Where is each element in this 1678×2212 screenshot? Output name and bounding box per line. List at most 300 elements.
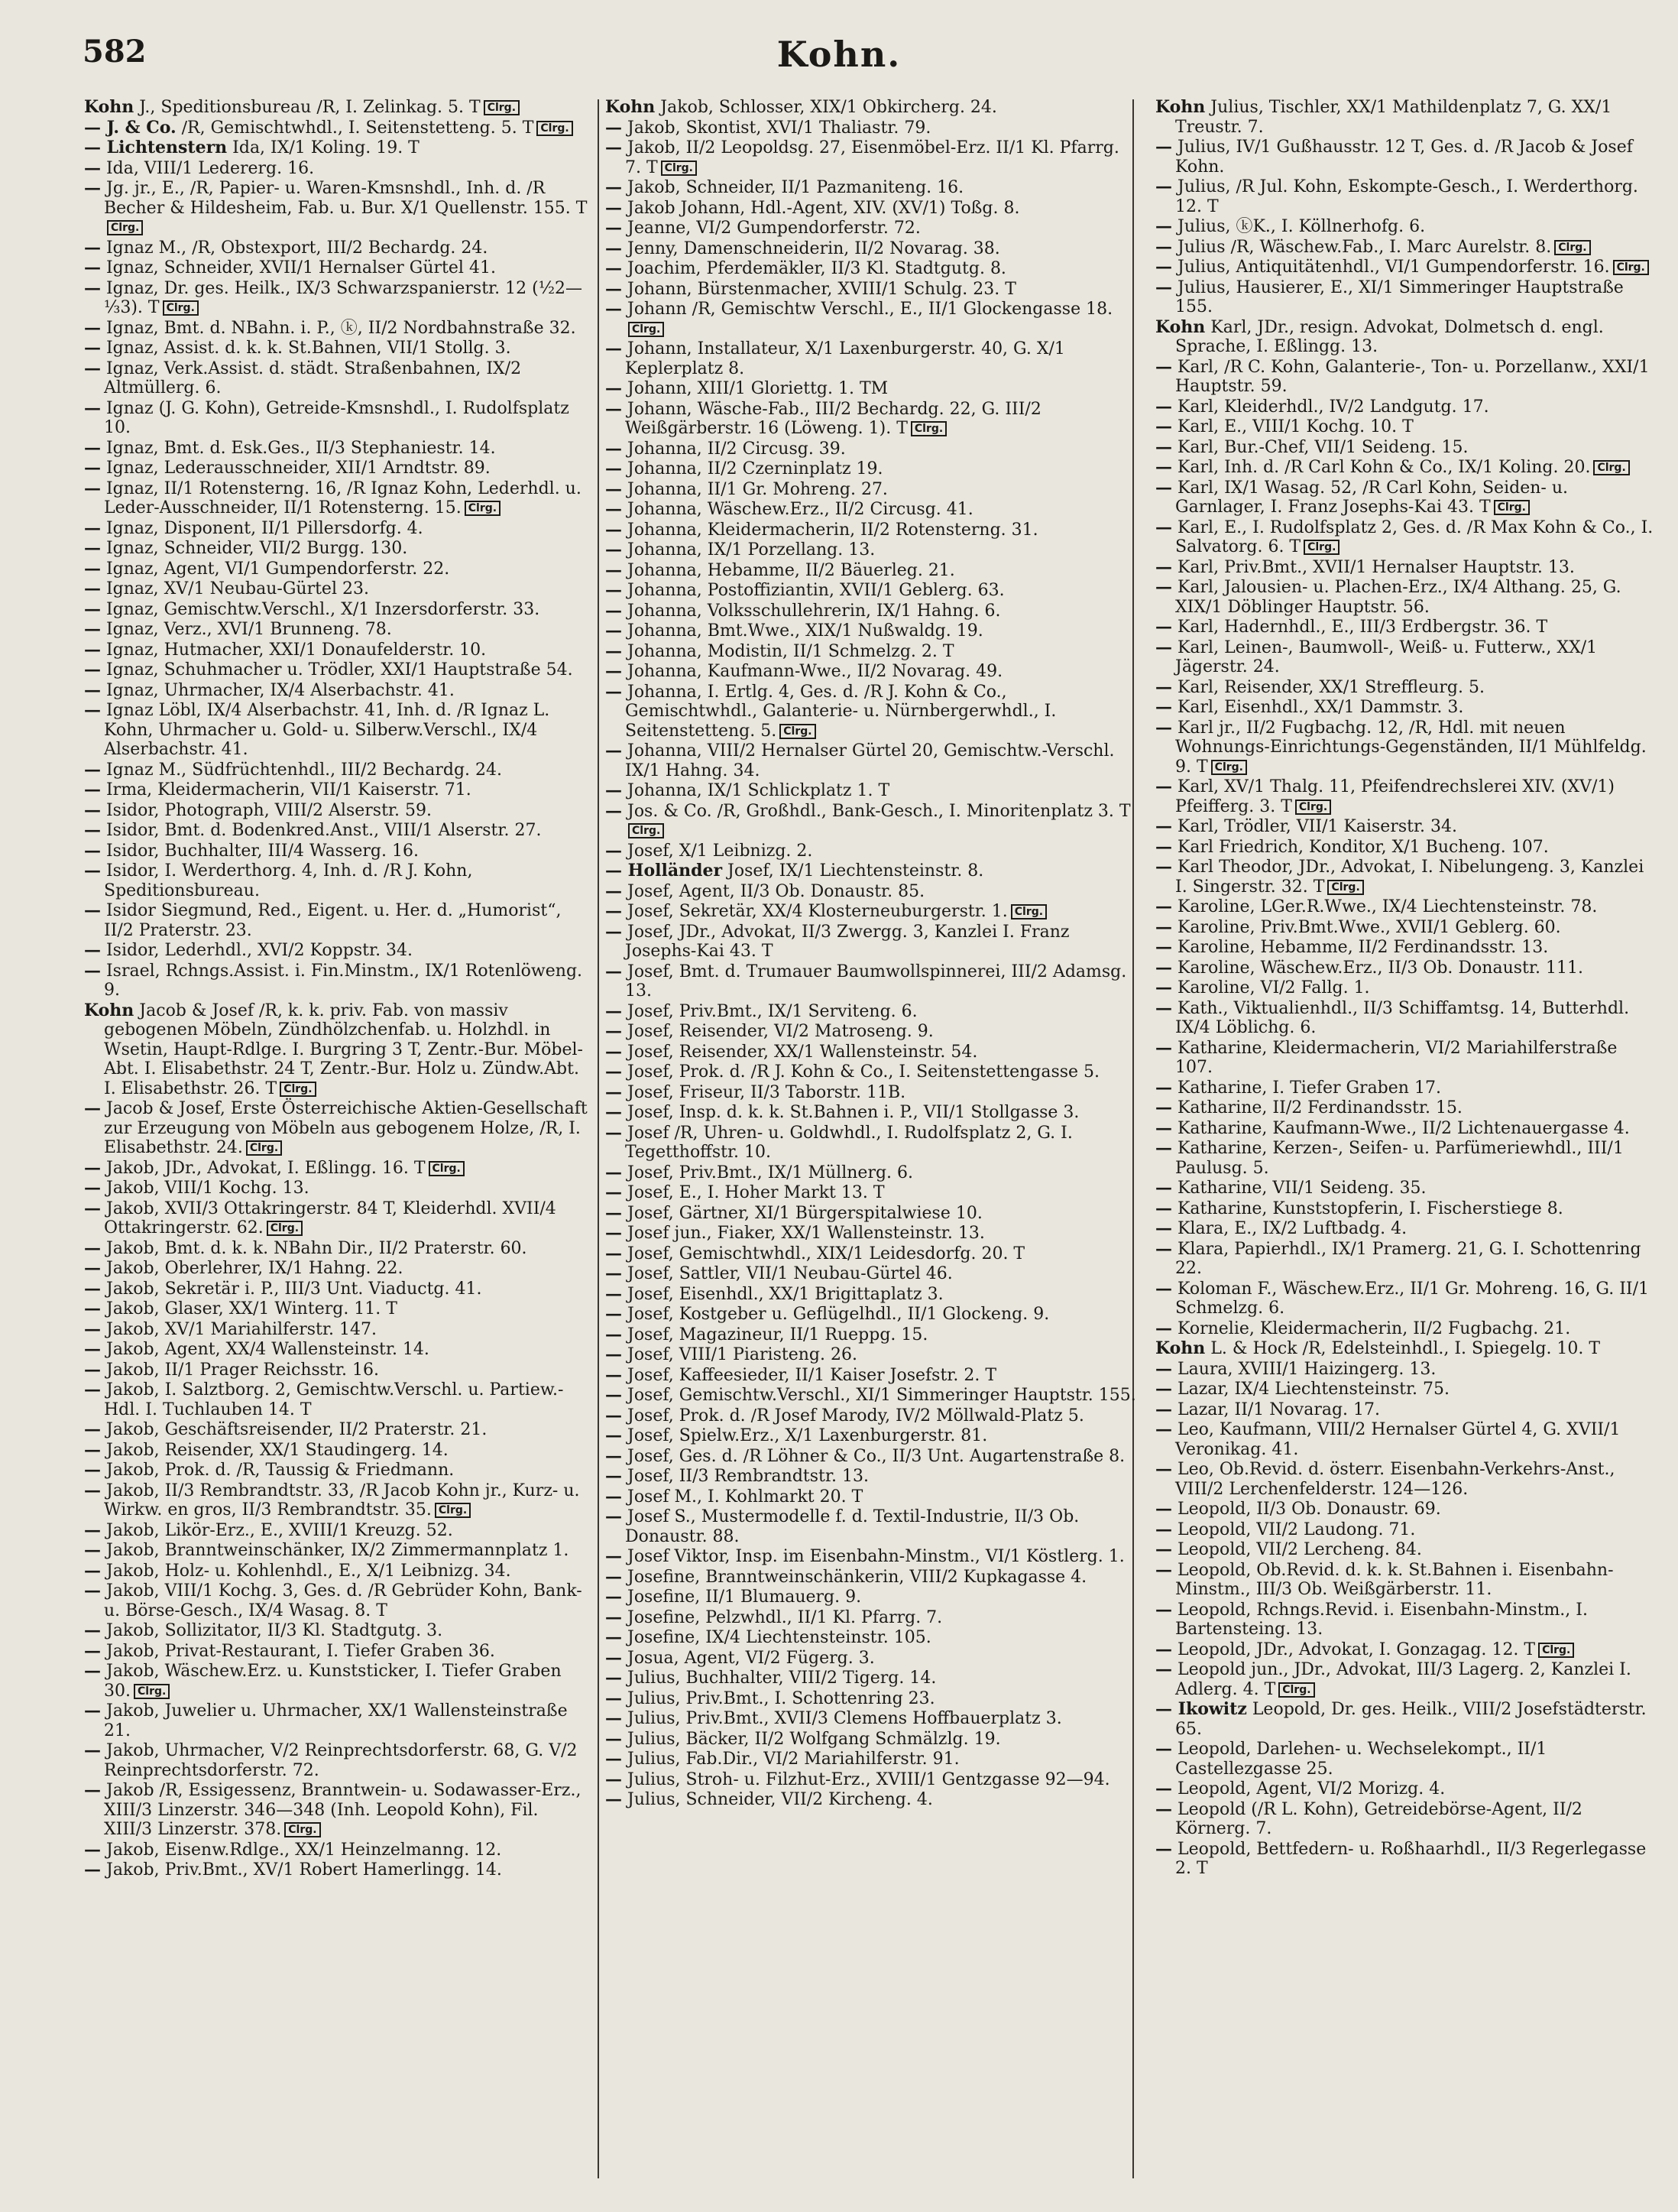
- directory-entry: [605, 621, 1140, 641]
- entry-text: Leopold, JDr., Advokat, I. Gonzagag. 12. T: [1172, 1640, 1536, 1659]
- directory-entry: [1155, 578, 1658, 617]
- directory-entry: [1155, 1280, 1658, 1318]
- directory-entry: [1155, 1078, 1658, 1098]
- entry-surname: —: [1155, 957, 1172, 978]
- directory-entry: [605, 1224, 1140, 1244]
- entry-text: Josef ∕R, Uhren- u. Goldwhdl., I. Rudolfsplatz 2, G. I. Tegetthoffstr. 10.: [622, 1123, 1073, 1162]
- entry-surname: —: [1155, 1539, 1172, 1559]
- entry-text: Julius, Fab.Dir., VI/2 Mariahilferstr. 91.: [622, 1750, 960, 1769]
- entry-surname: —: [84, 1380, 101, 1400]
- entry-text: Julius, Hausierer, E., XI/1 Simmeringer Hauptstraße 155.: [1172, 277, 1624, 316]
- directory-entry: [84, 359, 590, 398]
- entry-text: Karl, Reisender, XX/1 Streffleurg. 5.: [1172, 677, 1485, 697]
- directory-entry: [84, 641, 590, 660]
- entry-surname: —: [84, 1278, 101, 1299]
- directory-entry: [84, 1280, 590, 1299]
- directory-entry: [605, 1568, 1140, 1588]
- entry-text: Lazar, IX/4 Liechtensteinstr. 75.: [1172, 1380, 1450, 1399]
- entry-surname: —: [605, 1243, 622, 1263]
- entry-surname: —: [84, 1860, 101, 1880]
- directory-entry: [605, 1467, 1140, 1487]
- entry-text: Josef, Agent, II/3 Ob. Donaustr. 85.: [622, 881, 925, 901]
- directory-entry: [605, 1406, 1140, 1426]
- entry-surname: —: [84, 338, 101, 358]
- directory-entry: [84, 1099, 590, 1158]
- clearing-badge: Clrg.: [1211, 760, 1247, 775]
- entry-text: Jakob, Juwelier u. Uhrmacher, XX/1 Wallensteinstraße 21.: [101, 1701, 568, 1740]
- entry-text: Johann, Bürstenmacher, XVIII/1 Schulg. 23. T: [622, 279, 1016, 299]
- directory-entry: [605, 400, 1140, 439]
- directory-entry: [84, 459, 590, 478]
- directory-entry: [84, 138, 590, 158]
- entry-text: Jg. jr., E., ∕R, Papier- u. Waren-Kmsnshdl., Inh. d. ∕R Becher & Hildesheim, Fab. u. Bur. X/1 Quellenstr. 155. T: [101, 179, 588, 218]
- entry-text: Leopold, Darlehen- u. Wechselekompt., II/1 Castellezgasse 25.: [1172, 1740, 1547, 1779]
- entry-surname: —: [605, 1344, 622, 1364]
- entry-surname: —: [84, 1318, 101, 1339]
- entry-surname: —: [605, 1445, 622, 1466]
- directory-entry: [84, 1299, 590, 1319]
- directory-entry: [605, 1770, 1140, 1790]
- entry-text: Katharine, Kerzen-, Seifen- u. Parfümeriewhdl., III/1 Paulusg. 5.: [1172, 1139, 1624, 1178]
- directory-entry: [84, 1179, 590, 1198]
- entry-text: Karl, Trödler, VII/1 Kaiserstr. 34.: [1172, 817, 1458, 836]
- entry-text: Jakob, Agent, XX/4 Wallensteinstr. 14.: [101, 1340, 429, 1359]
- entry-text: Josef, Gemischtwhdl., XIX/1 Leidesdorfg. 20. T: [622, 1244, 1025, 1263]
- entry-surname: —: [1155, 1098, 1172, 1117]
- directory-entry: [605, 439, 1140, 459]
- entry-surname: —: [605, 1749, 622, 1769]
- entry-text: Josef jun., Fiaker, XX/1 Wallensteinstr. 13.: [622, 1224, 985, 1243]
- directory-entry: [605, 1083, 1140, 1103]
- entry-surname: —: [84, 517, 101, 538]
- entry-surname: —: [84, 598, 101, 619]
- directory-entry: [84, 579, 590, 599]
- clearing-badge: Clrg.: [1278, 1682, 1314, 1698]
- entry-surname: —: [605, 1507, 622, 1526]
- entry-text: Leopold (∕R L. Kohn), Getreidebörse-Agent, II/2 Körnerg. 7.: [1172, 1799, 1582, 1838]
- entry-text: Jakob, Bmt. d. k. k. NBahn Dir., II/2 Praterstr. 60.: [101, 1238, 527, 1258]
- entry-text: Karl, XV/1 Thalg. 11, Pfeifendrechslerei XIV. (XV/1) Pfeifferg. 3. T: [1172, 777, 1615, 816]
- clearing-badge: Clrg.: [536, 121, 572, 136]
- entry-surname: —: [1155, 1358, 1172, 1379]
- entry-surname: —: [84, 317, 101, 338]
- directory-entry: [605, 1588, 1140, 1607]
- directory-entry: [605, 1730, 1140, 1750]
- entry-text: Karoline, VI/2 Fallg. 1.: [1172, 978, 1370, 997]
- directory-entry: [1155, 417, 1658, 437]
- entry-surname: —: [1155, 717, 1172, 738]
- entry-text: Karoline, Priv.Bmt.Wwe., XVII/1 Geblerg. 60.: [1172, 917, 1561, 937]
- directory-entry: [1155, 1740, 1658, 1779]
- directory-entry: [84, 600, 590, 620]
- entry-text: Lazar, II/1 Novarag. 17.: [1172, 1400, 1381, 1419]
- clearing-badge: Clrg.: [267, 1221, 303, 1236]
- entry-surname: —: [605, 1263, 622, 1283]
- directory-entry: [1155, 458, 1658, 478]
- entry-text: Josef, Sekretär, XX/4 Klosterneuburgerstr. 1.: [622, 902, 1008, 921]
- directory-entry: [605, 1628, 1140, 1648]
- directory-entry: [84, 159, 590, 179]
- directory-entry: [84, 258, 590, 278]
- directory-entry: [1155, 1460, 1658, 1499]
- directory-entry: [605, 1043, 1140, 1062]
- entry-text: Jakob, Sekretär i. P., III/3 Unt. Viaductg. 41.: [101, 1279, 482, 1299]
- entry-surname: —: [84, 900, 101, 920]
- directory-entry: [605, 540, 1140, 560]
- directory-entry: [84, 1320, 590, 1340]
- directory-entry: [1155, 1520, 1658, 1540]
- directory-entry: [84, 1781, 590, 1840]
- entry-surname: —: [605, 478, 622, 499]
- entry-text: Irma, Kleidermacherin, VII/1 Kaiserstr. 71.: [101, 780, 471, 799]
- directory-entry: [84, 1239, 590, 1259]
- entry-surname: —: [1155, 637, 1172, 657]
- entry-surname: Kohn: [84, 98, 134, 117]
- entry-text: Leopold, Agent, VI/2 Morizg. 4.: [1172, 1779, 1446, 1798]
- entry-text: Josef, Bmt. d. Trumauer Baumwollspinnerei, III/2 Adamsg. 13.: [622, 962, 1127, 1001]
- directory-entry: [1155, 777, 1658, 816]
- directory-entry: [605, 1608, 1140, 1628]
- entry-surname: —: [605, 621, 622, 641]
- entry-surname: —: [84, 1439, 101, 1460]
- clearing-badge: Clrg.: [628, 322, 664, 337]
- entry-text: Ignaz, Assist. d. k. k. St.Bahnen, VII/1 Stollg. 3.: [101, 339, 511, 358]
- directory-entry: [1155, 698, 1658, 718]
- entry-text: Josef M., I. Kohlmarkt 20. T: [622, 1487, 863, 1507]
- entry-text: Josef, E., I. Hoher Markt 13. T: [622, 1183, 885, 1202]
- entry-surname: —: [605, 1789, 622, 1809]
- entry-text: Johanna, IX/1 Schlickplatz 1. T: [622, 781, 890, 800]
- directory-entry: [605, 1709, 1140, 1729]
- entry-text: Katharine, I. Tiefer Graben 17.: [1172, 1078, 1441, 1098]
- entry-text: Jakob, Skontist, XVI/1 Thaliastr. 79.: [622, 118, 931, 138]
- entry-text: Jakob, Eisenw.Rdlge., XX/1 Heinzelmanng. 12.: [101, 1840, 502, 1860]
- entry-text: Ignaz, Schneider, VII/2 Burgg. 130.: [101, 539, 408, 558]
- directory-entry: [605, 1366, 1140, 1386]
- entry-surname: —: [605, 901, 622, 921]
- entry-surname: —: [605, 1021, 622, 1041]
- clearing-badge: Clrg.: [284, 1822, 320, 1837]
- entry-surname: —: [605, 1688, 622, 1708]
- directory-entry: [605, 1204, 1140, 1224]
- entry-surname: —: [605, 1082, 622, 1102]
- directory-entry: [84, 801, 590, 821]
- directory-columns: [84, 98, 1658, 2177]
- directory-entry: [84, 1159, 590, 1179]
- entry-text: Josef S., Mustermodelle f. d. Textil-Industrie, II/3 Ob. Donaustr. 88.: [622, 1507, 1080, 1546]
- entry-text: Ignaz (J. G. Kohn), Getreide-Kmsnshdl., I. Rudolfsplatz 10.: [101, 398, 569, 437]
- directory-entry: [84, 339, 590, 358]
- entry-text: Josef, JDr., Advokat, II/3 Zwergg. 3, Kanzlei I. Franz Josephs-Kai 43. T: [622, 922, 1070, 961]
- entry-text: Ignaz, Verz., XVI/1 Brunneng. 78.: [101, 620, 392, 639]
- entry-text: Jakob, I. Salztborg. 2, Gemischtw.Verschl. u. Partiew.-Hdl. I. Tuchlauben 14. T: [101, 1380, 564, 1419]
- entry-surname: —: [605, 197, 622, 218]
- page-number: 582: [83, 34, 147, 70]
- directory-entry: [605, 561, 1140, 581]
- entry-surname: —: [84, 178, 101, 198]
- directory-entry: [84, 821, 590, 841]
- directory-entry: [84, 1461, 590, 1481]
- directory-entry: [605, 1507, 1140, 1546]
- entry-surname: —: [605, 641, 622, 661]
- entry-text: Josef, Kaffeesieder, II/1 Kaiser Josefstr. 2. T: [622, 1365, 997, 1385]
- entry-surname: —: [605, 1283, 622, 1304]
- directory-entry: [84, 780, 590, 800]
- entry-surname: —: [605, 1466, 622, 1486]
- entry-text: Ignaz M., Südfrüchtenhdl., III/2 Bechardg. 24.: [101, 760, 503, 780]
- directory-entry: [605, 1325, 1140, 1345]
- entry-surname: —: [1155, 177, 1172, 196]
- clearing-badge: Clrg.: [134, 1684, 170, 1699]
- entry-surname: —: [605, 1062, 622, 1082]
- entry-text: Karl, Jalousien- u. Plachen-Erz., IX/4 Althang. 25, G. XIX/1 Döblinger Hauptstr. 56.: [1172, 578, 1621, 617]
- directory-entry: [84, 1521, 590, 1541]
- entry-surname: —: [1155, 417, 1172, 436]
- entry-text: Johann, XIII/1 Gloriettg. 1. TM: [622, 379, 889, 398]
- entry-surname: —: [84, 397, 101, 418]
- entry-surname: —: [1155, 1519, 1172, 1539]
- directory-entry: [605, 923, 1140, 962]
- directory-entry: [84, 1361, 590, 1380]
- entry-text: Johann, Wäsche-Fab., III/2 Bechardg. 22, G. III/2 Weißgärberstr. 16 (Löweng. 1). T: [622, 399, 1041, 438]
- entry-text: Karl, ∕R C. Kohn, Galanterie-, Ton- u. Porzellanw., XXI/1 Hauptstr. 59.: [1172, 357, 1650, 396]
- entry-text: Josef, Spielw.Erz., X/1 Laxenburgerstr. 81.: [622, 1426, 988, 1445]
- entry-surname: —: [84, 1419, 101, 1439]
- entry-text: Ignaz, Dr. ges. Heilk., IX/3 Schwarzspanierstr. 12 (½2—⅓3). T: [101, 278, 583, 317]
- entry-surname: —: [1155, 1117, 1172, 1138]
- entry-text: Ignaz, Bmt. d. NBahn. i. P., ⓚ, II/2 Nordbahnstraße 32.: [101, 318, 576, 338]
- entry-surname: —: [84, 1661, 101, 1681]
- directory-entry: [605, 1649, 1140, 1669]
- entry-surname: —: [1155, 1037, 1172, 1058]
- entry-surname: —: [1155, 1077, 1172, 1098]
- directory-entry: [1155, 1199, 1658, 1219]
- directory-entry: [1155, 1119, 1658, 1139]
- entry-text: Jenny, Damenschneiderin, II/2 Novarag. 38.: [622, 238, 1000, 258]
- entry-text: Josef, VIII/1 Piaristeng. 26.: [622, 1345, 857, 1364]
- directory-entry: [84, 901, 590, 940]
- clearing-badge: Clrg.: [911, 421, 947, 436]
- entry-text: Josef, Prok. d. ∕R J. Kohn & Co., I. Seitenstettengasse 5.: [622, 1062, 1100, 1082]
- entry-surname: —: [84, 1339, 101, 1359]
- page-heading: Kohn.: [776, 34, 902, 75]
- directory-entry: [1155, 838, 1658, 858]
- directory-entry: [605, 842, 1140, 861]
- entry-text: Ignaz M., ∕R, Obstexport, III/2 Bechardg. 24.: [101, 238, 488, 258]
- entry-surname: —: [84, 639, 101, 660]
- entry-surname: —: [1155, 897, 1172, 916]
- entry-surname: —: [605, 438, 622, 459]
- entry-surname: —: [1155, 836, 1172, 857]
- directory-entry: [605, 1547, 1140, 1567]
- entry-surname: —: [1155, 1278, 1172, 1299]
- entry-surname: —: [1155, 356, 1172, 377]
- entry-surname: — Ikowitz: [1155, 1699, 1247, 1719]
- entry-text: Johanna, IX/1 Porzellang. 13.: [622, 540, 876, 559]
- entry-surname: —: [84, 1701, 101, 1721]
- entry-text: Julius, Tischler, XX/1 Mathildenplatz 7, G. XX/1 Treustr. 7.: [1175, 98, 1612, 137]
- entry-text: Ida, IX/1 Koling. 19. T: [227, 138, 420, 157]
- entry-text: Karl, Leinen-, Baumwoll-, Weiß- u. Futterw., XX/1 Jägerstr. 24.: [1172, 637, 1598, 676]
- entry-surname: —: [84, 1520, 101, 1540]
- entry-text: Jakob, Reisender, XX/1 Staudingerg. 14.: [101, 1440, 449, 1460]
- directory-entry: [605, 962, 1140, 1001]
- entry-surname: —: [605, 1304, 622, 1324]
- directory-entry: [84, 842, 590, 861]
- entry-surname: —: [1155, 137, 1172, 157]
- directory-entry: [605, 1426, 1140, 1446]
- entry-text: Leopold, II/3 Ob. Donaustr. 69.: [1172, 1500, 1441, 1519]
- directory-entry: [84, 1701, 590, 1740]
- directory-entry: [84, 1642, 590, 1662]
- directory-entry: [605, 1669, 1140, 1688]
- entry-text: Josef, Magazineur, II/1 Rueppg. 15.: [622, 1325, 928, 1344]
- directory-entry: [605, 882, 1140, 902]
- directory-column-2: [605, 98, 1140, 2177]
- entry-surname: Kohn: [1155, 98, 1206, 117]
- entry-text: Josef, Prok. d. ∕R Josef Marody, IV/2 Möllwald-Platz 5.: [622, 1406, 1084, 1425]
- entry-surname: —: [605, 540, 622, 559]
- directory-entry: [84, 620, 590, 640]
- entry-surname: —: [1155, 1739, 1172, 1759]
- entry-surname: —: [605, 258, 622, 278]
- clearing-badge: Clrg.: [779, 724, 815, 739]
- entry-text: Josef, Gärtner, XI/1 Bürgerspitalwiese 10.: [622, 1203, 983, 1223]
- entry-text: Leopold, Ob.Revid. d. k. k. St.Bahnen i. Eisenbahn-Minstm., III/3 Ob. Weißgärberstr. 11.: [1172, 1560, 1614, 1599]
- directory-entry: [1155, 1800, 1658, 1839]
- entry-text: Jakob, Schlosser, XIX/1 Obkircherg. 24.: [655, 98, 997, 117]
- entry-surname: —: [605, 580, 622, 600]
- directory-entry: [84, 319, 590, 339]
- entry-surname: —: [605, 138, 622, 157]
- entry-surname: —: [84, 579, 101, 598]
- entry-surname: — J. & Co.: [84, 117, 177, 138]
- entry-text: Josef, Friseur, II/3 Taborstr. 11B.: [622, 1082, 906, 1102]
- entry-surname: —: [1155, 277, 1172, 297]
- directory-entry: [605, 1163, 1140, 1183]
- entry-surname: —: [605, 1668, 622, 1688]
- entry-surname: —: [605, 177, 622, 197]
- directory-entry: [84, 1860, 590, 1880]
- entry-text: Jakob, II/2 Leopoldsg. 27, Eisenmöbel-Erz. II/1 Kl. Pfarrg. 7. T: [622, 138, 1119, 177]
- directory-entry: [84, 539, 590, 559]
- clearing-badge: Clrg.: [163, 300, 199, 316]
- entry-surname: —: [605, 921, 622, 942]
- entry-text: Ignaz, Agent, VI/1 Gumpendorferstr. 22.: [101, 559, 450, 579]
- entry-text: Leopold, Rchngs.Revid. i. Eisenbahn-Minstm., I. Bartensteing. 13.: [1172, 1600, 1588, 1639]
- entry-surname: —: [1155, 937, 1172, 957]
- directory-entry: [605, 1386, 1140, 1406]
- entry-text: Johanna, Modistin, II/1 Schmelzg. 2. T: [622, 641, 954, 661]
- directory-entry: [605, 1345, 1140, 1365]
- directory-entry: [605, 1285, 1140, 1305]
- entry-surname: —: [1155, 1138, 1172, 1158]
- directory-entry: [1155, 858, 1658, 897]
- entry-surname: —: [84, 1460, 101, 1480]
- entry-surname: —: [605, 1041, 622, 1062]
- directory-entry: [1155, 217, 1658, 237]
- directory-entry: [84, 179, 590, 238]
- entry-text: Johann ∕R, Gemischtw Verschl., E., II/1 Glockengasse 18.: [622, 300, 1113, 319]
- entry-surname: —: [605, 681, 622, 702]
- clearing-badge: Clrg.: [1295, 799, 1331, 815]
- entry-text: Josef, Reisender, VI/2 Matroseng. 9.: [622, 1022, 934, 1041]
- clearing-badge: Clrg.: [1494, 500, 1530, 515]
- directory-entry: [1155, 177, 1658, 216]
- entry-surname: —: [605, 378, 622, 398]
- directory-entry: [1155, 958, 1658, 978]
- directory-entry: [605, 280, 1140, 300]
- directory-entry: [84, 1380, 590, 1419]
- directory-entry: [605, 683, 1140, 741]
- directory-entry: [605, 138, 1140, 177]
- entry-surname: —: [84, 940, 101, 960]
- directory-entry: [605, 1103, 1140, 1123]
- entry-text: Karl, Hadernhdl., E., III/3 Erdbergstr. 36. T: [1172, 618, 1548, 637]
- directory-entry: [1155, 1319, 1658, 1339]
- directory-entry: [1155, 618, 1658, 637]
- directory-entry: [84, 1340, 590, 1360]
- directory-entry: [1155, 978, 1658, 998]
- directory-entry: [605, 500, 1140, 520]
- entry-text: Josef, Gemischtw.Verschl., XI/1 Simmeringer Hauptstr. 155.: [622, 1386, 1136, 1405]
- entry-text: Julius, Antiquitätenhdl., VI/1 Gumpendorferstr. 16.: [1172, 258, 1610, 277]
- directory-entry: [605, 118, 1140, 138]
- entry-text: Karl Theodor, JDr., Advokat, I. Nibelungeng. 3, Kanzlei I. Singerstr. 32. T: [1172, 858, 1644, 897]
- entry-surname: —: [84, 258, 101, 277]
- entry-text: Ignaz, Schuhmacher u. Trödler, XXI/1 Hauptstraße 54.: [101, 660, 573, 679]
- entry-text: Karl, Priv.Bmt., XVII/1 Hernalser Hauptstr. 13.: [1172, 557, 1575, 577]
- entry-surname: —: [1155, 236, 1172, 257]
- entry-text: Josefine, IX/4 Liechtensteinstr. 105.: [622, 1628, 931, 1647]
- entry-text: Karl Friedrich, Konditor, X/1 Bucheng. 107.: [1172, 837, 1549, 857]
- clearing-badge: Clrg.: [1538, 1643, 1574, 1658]
- entry-surname: —: [605, 117, 622, 138]
- directory-entry: [84, 559, 590, 579]
- entry-text: Ignaz, Lederausschneider, XII/1 Arndtstr. 89.: [101, 459, 491, 478]
- entry-text: Johanna, II/2 Czerninplatz 19.: [622, 459, 883, 478]
- directory-entry: [605, 1264, 1140, 1284]
- entry-text: Johanna, Kaufmann-Wwe., II/2 Novarag. 49.: [622, 662, 1003, 681]
- entry-text: Jacob & Josef ∕R, k. k. priv. Fab. von massiv gebogenen Möbeln, Zündhölzchenfab. u. Holzhdl. in Wsetin, Haupt-Rdlge. I. Burgring 3 T, Zentr.-Bur. Möbel-Abt. I. Elisabethstr. 24 T, Zentr.-Bur. Holz u. Zündw.Abt. I. Elisabethstr. 26. T: [104, 1001, 583, 1098]
- entry-text: Ignaz, Uhrmacher, IX/4 Alserbachstr. 41.: [101, 680, 455, 700]
- entry-surname: —: [84, 840, 101, 861]
- entry-text: Isidor, I. Werderthorg. 4, Inh. d. ∕R J. Kohn, Speditionsbureau.: [101, 861, 473, 900]
- entry-surname: —: [84, 960, 101, 981]
- entry-surname: —: [605, 1728, 622, 1749]
- directory-entry: [84, 1001, 590, 1099]
- directory-entry: [605, 1447, 1140, 1467]
- entry-text: Karl jr., II/2 Fugbachg. 12, ∕R, Hdl. mit neuen Wohnungs-Einrichtungs-Gegenständen, II/1 Mühlfeldg. 9. T: [1172, 718, 1647, 777]
- entry-surname: —: [1155, 517, 1172, 537]
- entry-surname: —: [605, 278, 622, 299]
- entry-text: Ignaz, Hutmacher, XXI/1 Donaufelderstr. 10.: [101, 640, 487, 660]
- directory-entry: [1155, 1561, 1658, 1600]
- entry-surname: —: [84, 358, 101, 378]
- directory-entry: [1155, 1640, 1658, 1660]
- directory-entry: [1155, 897, 1658, 917]
- directory-entry: [1155, 397, 1658, 417]
- entry-text: Karl, E., VIII/1 Kochg. 10. T: [1172, 417, 1414, 436]
- directory-entry: [1155, 1420, 1658, 1459]
- entry-text: Katharine, Kunststopferin, I. Fischerstiege 8.: [1172, 1198, 1563, 1218]
- directory-entry: [1155, 817, 1658, 837]
- entry-surname: —: [84, 157, 101, 178]
- entry-surname: —: [84, 1299, 101, 1318]
- entry-text: Julius, Priv.Bmt., XVII/3 Clemens Hoffbauerplatz 3.: [622, 1709, 1062, 1728]
- entry-surname: —: [605, 1627, 622, 1647]
- directory-entry: [84, 1621, 590, 1641]
